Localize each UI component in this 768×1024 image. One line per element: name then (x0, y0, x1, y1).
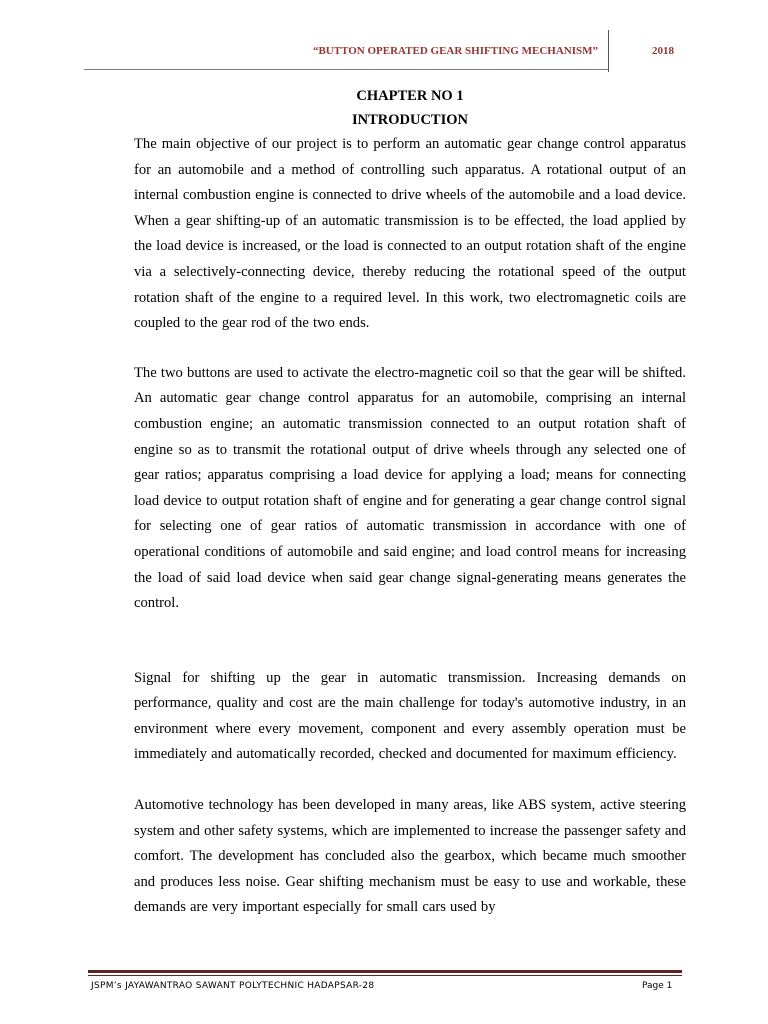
page-number: Page 1 (642, 981, 673, 991)
paragraph-2: The two buttons are used to activate the electro-magnetic coil so that the gear will be shifted. An automatic gear change control apparatus for an automobile, comprising an internal combustion engine; an automatic transmission connected to an output rotation shaft of engine so as to transmit the rotational output of drive wheels through any selected one of gear ratios; apparatus comprising a load device for applying a load; means for connecting load device to output rotation shaft of engine and for generating a gear change control signal for selecting one of gear ratios of automatic transmission in accordance with one of operational conditions of automobile and said engine; and load control means for increasing the load of said load device when said gear change signal-generating means generates the control. (134, 364, 686, 612)
paragraph-1: The main objective of our project is to perform an automatic gear change control apparatus for an automobile and a method of controlling such apparatus. A rotational output of an internal combustion engine is connected to drive wheels of the automobile and a load device. When a gear shifting-up of an automatic transmission is to be effected, the load applied by the load device is increased, or the load is connected to an output rotation shaft of the engine via a selectively-connecting device, thereby reducing the rotational speed of the output rotation shaft of the engine to a required level. In this work, two electromagnetic coils are coupled to the gear rod of the two ends. (134, 136, 686, 332)
footer-rule-thin (88, 975, 682, 976)
footer-rule (88, 970, 682, 973)
chapter-label: CHAPTER NO 1 (356, 88, 464, 104)
header-rule (84, 69, 608, 70)
chapter-heading: INTRODUCTION (351, 112, 468, 128)
document-year: 2018 (652, 45, 674, 57)
paragraph-4: Automotive technology has been developed in many areas, like ABS system, active steering system and other safety systems, which are implemented to increase the passenger safety and comfort. The development has concluded also the gearbox, which became much smoother and produces less noise. Gear shifting mechanism must be easy to use and workable, these demands are very important especially for small cars used by (134, 797, 686, 916)
paragraph-3: Signal for shifting up the gear in automatic transmission. Increasing demands on performance, quality and cost are the main challenge for today's automotive industry, in an environment where every movement, component and every assembly operation must be immediately and automatically recorded, checked and documented for maximum efficiency. (134, 669, 686, 763)
header-divider (608, 30, 609, 72)
institution-name: JSPM’s JAYAWANTRAO SAWANT POLYTECHNIC HADAPSAR-28 (91, 981, 375, 991)
page-body (134, 84, 686, 921)
document-title: “BUTTON OPERATED GEAR SHIFTING MECHANISM” (312, 45, 598, 57)
